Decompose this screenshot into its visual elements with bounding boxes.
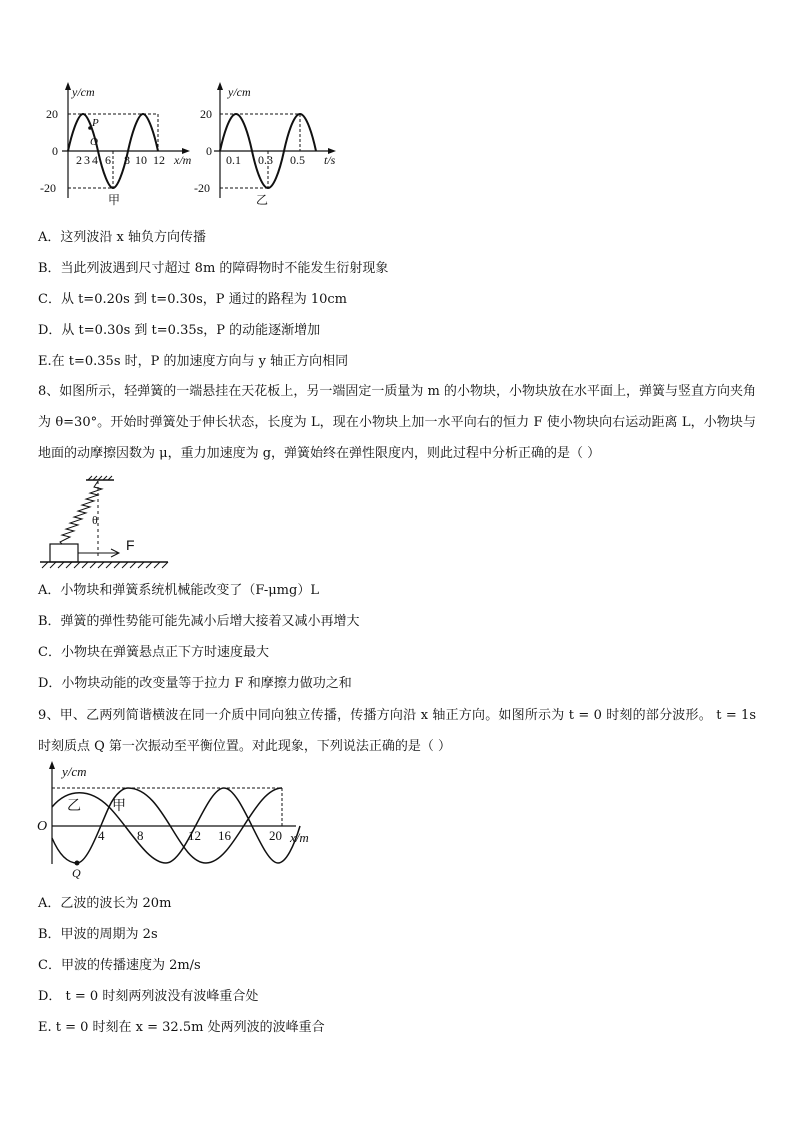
y-axis-arrow — [217, 82, 223, 90]
q8-option-a: A．小物块和弹簧系统机械能改变了（F-μmg）L — [38, 583, 319, 598]
figure-caption: 乙 — [256, 193, 269, 207]
q9-option-c: C．甲波的传播速度为 2m/s — [38, 958, 201, 973]
two-waves-graph — [36, 760, 336, 880]
t-tick-0.5: 0.5 — [290, 153, 305, 167]
x-tick-12: 12 — [153, 153, 165, 167]
block — [50, 544, 78, 562]
x-tick-4: 4 — [98, 828, 105, 843]
wave-yi-label: 乙 — [67, 799, 81, 814]
q9-stem: 9、甲、乙两列简谐横波在同一介质中同向独立传播，传播方向沿 x 轴正方向。如图所示为 t = 0 时刻的部分波形。 t = 1s 时刻质点 Q 第一次振动至平衡位置。对此现象，下列说法正确的是（ ） — [38, 708, 756, 754]
q8-option-d: D．小物块动能的改变量等于拉力 F 和摩擦力做功之和 — [38, 676, 352, 691]
t-axis-label: t/s — [324, 153, 336, 167]
angle-theta-label: θ — [92, 513, 98, 527]
wave-jia-label: 甲 — [112, 799, 126, 814]
x-tick-16: 16 — [218, 828, 231, 843]
x-tick-3: 3 — [84, 153, 90, 167]
q9-option-e: E. t = 0 时刻在 x = 32.5m 处两列波的波峰重合 — [38, 1020, 325, 1035]
origin-label: 0 — [52, 144, 58, 158]
x-axis-label: x/m — [290, 830, 309, 845]
q7-option-e: E.在 t=0.35s 时，P 的加速度方向与 y 轴正方向相同 — [38, 354, 349, 369]
x-tick-4: 4 — [92, 153, 98, 167]
q8-stem: 8、如图所示，轻弹簧的一端悬挂在天花板上，另一端固定一质量为 m 的小物块，小物块放在水平面上，弹簧与竖直方向夹角为 θ=30°。开始时弹簧处于伸长状态，长度为 L，现在小物块上加一水平向右的恒力 F 使小物块向右运动距离 L，小物块与地面的动摩擦因数为 μ，重力加速度为 g，弹簧始终在弹性限度内，则此过程中分析正确的是（ ） — [38, 384, 756, 461]
vibration-graph-yi — [196, 80, 356, 210]
y-axis-label: y/cm — [228, 85, 251, 99]
point-p-label: P — [92, 117, 99, 129]
y-tick-20: 20 — [200, 107, 212, 121]
spring-block-diagram — [40, 476, 210, 572]
x-tick-10: 10 — [135, 153, 147, 167]
origin-label: O — [37, 819, 48, 834]
y-axis-arrow — [49, 761, 55, 769]
y-tick-neg20: -20 — [40, 181, 56, 195]
y-axis-arrow — [65, 82, 71, 90]
q7-option-b: B．当此列波遇到尺寸超过 8m 的障碍物时不能发生衍射现象 — [38, 261, 389, 276]
q9-option-a: A．乙波的波长为 20m — [38, 896, 172, 911]
ground-hatching — [42, 562, 168, 568]
x-tick-20: 20 — [269, 828, 282, 843]
x-tick-8: 8 — [124, 153, 130, 167]
point-q-dot — [75, 861, 80, 866]
q7-option-a: A．这列波沿 x 轴负方向传播 — [38, 230, 206, 245]
q8-option-b: B．弹簧的弹性势能可能先减小后增大接着又减小再增大 — [38, 614, 360, 629]
q7-option-d: D．从 t=0.30s 到 t=0.35s，P 的动能逐渐增加 — [38, 323, 321, 338]
x-axis-label: x/m — [174, 153, 192, 167]
origin-label: 0 — [206, 144, 212, 158]
x-tick-2: 2 — [76, 153, 82, 167]
point-o-label: O — [90, 136, 98, 148]
q9-option-d: D． t = 0 时刻两列波没有波峰重合处 — [38, 989, 259, 1004]
y-axis-label: y/cm — [72, 85, 95, 99]
figure-caption: 甲 — [108, 193, 121, 207]
y-tick-20: 20 — [46, 107, 58, 121]
q9-option-b: B．甲波的周期为 2s — [38, 927, 158, 942]
t-tick-0.1: 0.1 — [226, 153, 241, 167]
y-tick-neg20: -20 — [194, 181, 210, 195]
force-label: F — [126, 537, 135, 553]
q7-option-c: C．从 t=0.20s 到 t=0.30s，P 通过的路程为 10cm — [38, 292, 347, 307]
t-tick-0.3: 0.3 — [258, 153, 273, 167]
q8-option-c: C．小物块在弹簧悬点正下方时速度最大 — [38, 645, 269, 660]
wave-graph-jia — [38, 80, 208, 210]
x-tick-8: 8 — [137, 828, 144, 843]
x-tick-6: 6 — [105, 153, 111, 167]
y-axis-label: y/cm — [62, 764, 87, 779]
point-q-label: Q — [72, 866, 81, 880]
x-tick-12: 12 — [188, 828, 201, 843]
